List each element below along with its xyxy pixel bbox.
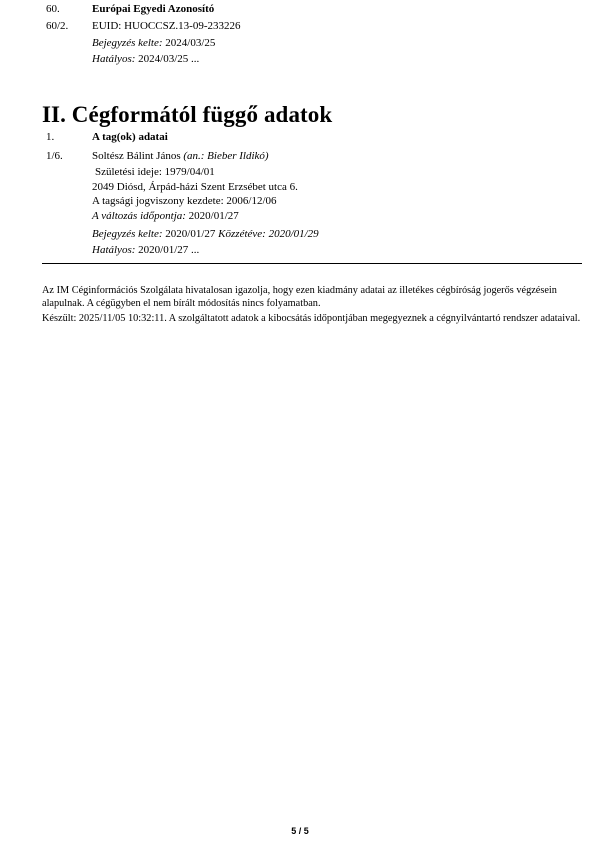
valtozas-value: 2020/01/27 (185, 210, 239, 222)
bejegyzes-label: Bejegyzés kelte: (92, 37, 163, 49)
member-name-line (92, 150, 269, 162)
valtozas-label: A változás időpontja: (92, 210, 186, 222)
bejegyzes-value: 2024/03/25 (162, 37, 216, 49)
certification-text: Az IM Céginformációs Szolgálata hivatalosan igazolja, hogy ezen kiadmány adatai az illetékes cégbíróság jogerős végzésein alapulnak. A cégügyben el nem bírált módosítás nincs folyamatban. (42, 285, 557, 309)
member-name: Soltész Bálint János (92, 150, 181, 162)
hatalyos-label: Hatályos: (92, 53, 136, 65)
member-birth-date: Születési ideje: 1979/04/01 (95, 166, 215, 178)
change-date (92, 210, 239, 222)
hatalyos-label: Hatályos: (92, 244, 136, 256)
section-1-hatalyos (92, 244, 199, 256)
section-60-hatalyos (92, 53, 199, 65)
section-60-title: Európai Egyedi Azonosító (92, 3, 215, 15)
bejegyzes-label: Bejegyzés kelte: (92, 228, 163, 240)
hatalyos-value: 2020/01/27 ... (135, 244, 200, 256)
section-1-title: A tag(ok) adatai (92, 131, 168, 143)
bejegyzes-value: 2020/01/27 (162, 228, 219, 240)
page-number: 5 / 5 (291, 826, 309, 836)
section-1-number: 1. (46, 131, 55, 143)
section-heading: II. Cégformától függő adatok (42, 102, 333, 127)
section-1-6-number: 1/6. (46, 150, 63, 162)
euid-value: EUID: HUOCCSZ.13-09-233226 (92, 20, 241, 32)
member-mother-name: (an.: Bieber Ildikó) (180, 150, 269, 162)
section-60-bejegyzes (92, 37, 215, 49)
section-60-2-number: 60/2. (46, 20, 69, 32)
kozzeteve: Közzétéve: 2020/01/29 (218, 228, 319, 240)
section-60-number: 60. (46, 3, 60, 15)
creation-info: Készült: 2025/11/05 10:32:11. A szolgáltatott adatok a kibocsátás időpontjában megegyeznek a cégnyilvántartó rendszer adataival. (42, 313, 581, 324)
hatalyos-value: 2024/03/25 ... (135, 53, 200, 65)
section-1-bejegyzes (92, 228, 319, 240)
divider-line (42, 263, 582, 264)
member-address: 2049 Diósd, Árpád-házi Szent Erzsébet utca 6. (92, 181, 298, 193)
membership-start: A tagsági jogviszony kezdete: 2006/12/06 (92, 195, 277, 207)
